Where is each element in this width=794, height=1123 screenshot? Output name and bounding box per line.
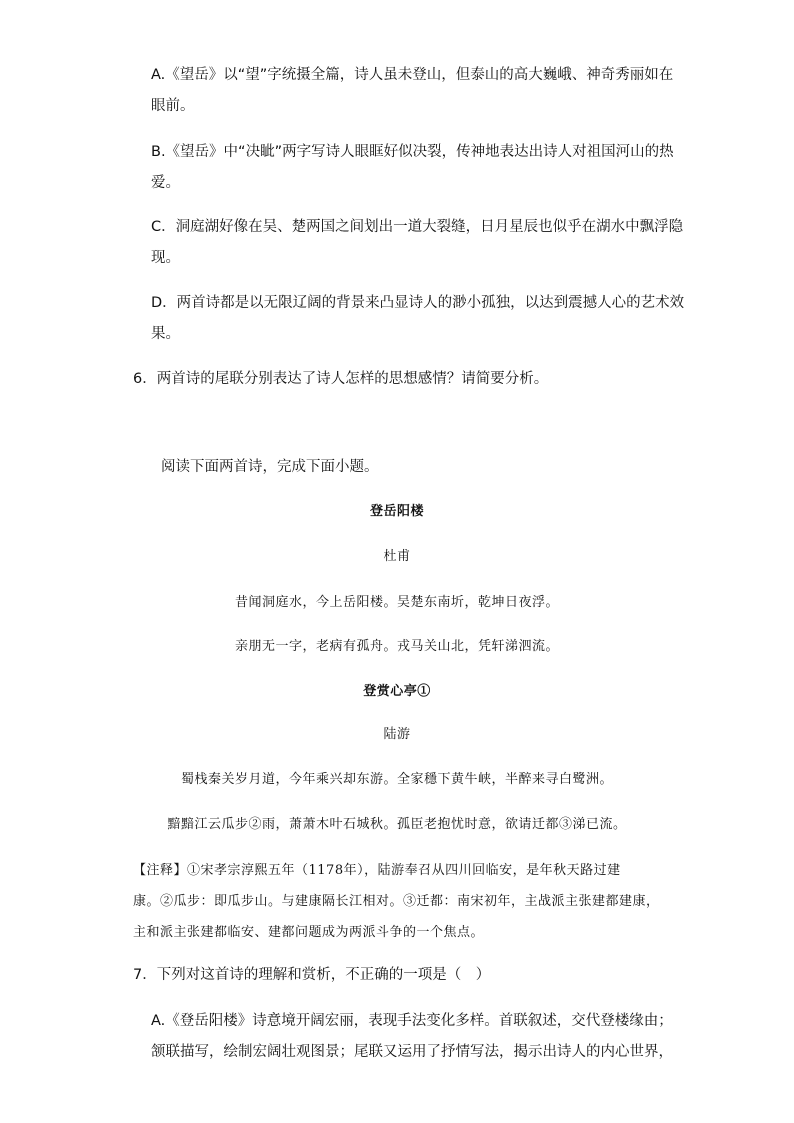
note-line1: 【注释】①宋孝宗淳熙五年（1178年），陆游奉召从四川回临安，是年秋天路过建 xyxy=(133,863,621,878)
q5-option-a-line1: A.《望岳》以“望”字统摄全篇，诗人虽未登山，但泰山的高大巍峨、神奇秀丽如在 xyxy=(151,67,674,83)
q5-option-a-line2: 眼前。 xyxy=(151,98,195,114)
reading-instruction: 阅读下面两首诗，完成下面小题。 xyxy=(161,459,379,475)
poem1-line2: 亲朋无一字，老病有孤舟。戎马关山北，凭轩涕泗流。 xyxy=(234,639,559,654)
poem1-title: 登岳阳楼 xyxy=(369,504,424,519)
q7-option-a-line1: A.《登岳阳楼》诗意境开阔宏丽，表现手法变化多样。首联叙述，交代登楼缘由； xyxy=(151,1013,673,1029)
note-line3: 主和派主张建都临安、建都问题成为两派斗争的一个焦点。 xyxy=(133,925,485,940)
q5-option-c-line2: 现。 xyxy=(151,250,180,266)
question-7-stem: 7．下列对这首诗的理解和赏析，不正确的一项是（ ） xyxy=(133,967,491,983)
poem2-title: 登赏心亭① xyxy=(363,684,431,699)
q5-option-b-line2: 爱。 xyxy=(151,175,180,191)
q5-option-d-line2: 果。 xyxy=(151,326,180,342)
poem2-line1: 蜀栈秦关岁月道，今年乘兴却东游。全家穩下黄牛峡，半醉来寻白鹭洲。 xyxy=(180,772,613,787)
poem1-line1: 昔闻洞庭水，今上岳阳楼。吴楚东南圻，乾坤日夜浮。 xyxy=(234,595,559,610)
poem2-author: 陆游 xyxy=(383,727,411,742)
question-6: 6．两首诗的尾联分别表达了诗人怎样的思想感情？请简要分析。 xyxy=(133,371,549,387)
q7-option-a-line2: 颔联描写，绘制宏阔壮观图景；尾联又运用了抒情写法，揭示出诗人的内心世界， xyxy=(151,1044,673,1060)
q5-option-d-line1: D．两首诗都是以无限辽阔的背景来凸显诗人的渺小孤独，以达到震撼人心的艺术效 xyxy=(151,295,685,311)
poem1-author: 杜甫 xyxy=(383,549,411,564)
q5-option-c-line1: C．洞庭湖好像在吴、楚两国之间划出一道大裂缝，日月星辰也似乎在湖水中飘浮隐 xyxy=(151,219,684,235)
note-line2: 康。②瓜步：即瓜步山。与建康隔长江相对。③迁都：南宋初年，主战派主张建都建康， xyxy=(133,894,660,909)
poem2-line2: 黯黯江云瓜步②雨，萧萧木叶石城秋。孤臣老抱忧时意，欲请迁都③涕已流。 xyxy=(167,817,627,832)
q5-option-b-line1: B.《望岳》中“决眦”两字写诗人眼眶好似决裂，传神地表达出诗人对祖国河山的热 xyxy=(151,144,674,160)
